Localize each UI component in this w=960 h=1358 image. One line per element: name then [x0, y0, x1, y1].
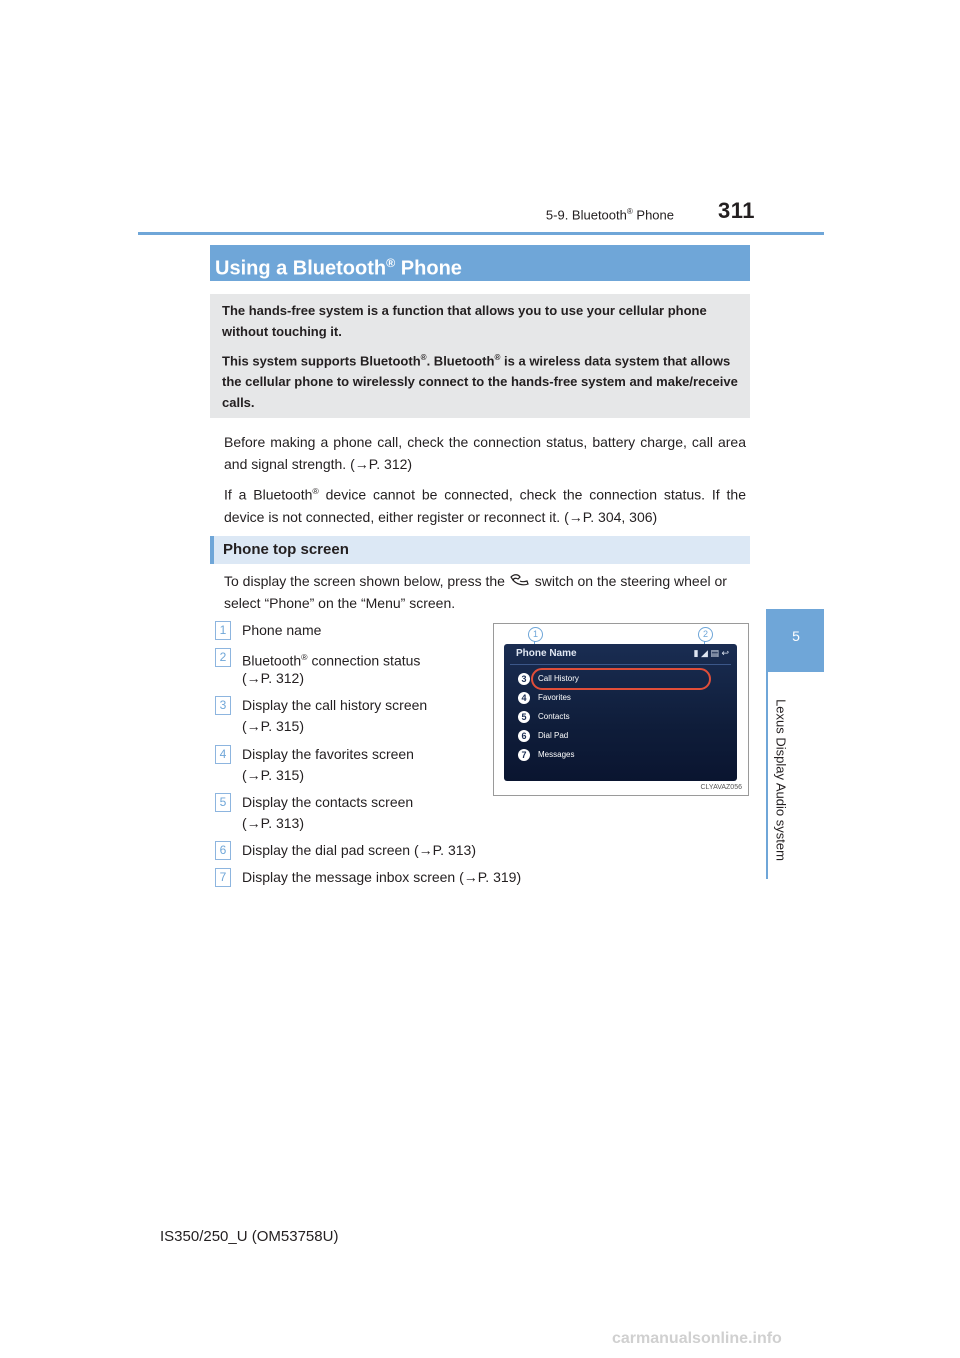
- section-header: 5-9. Bluetooth® Phone: [545, 207, 674, 223]
- subheading-phone-top-screen: Phone top screen: [210, 536, 750, 564]
- header-rule: [138, 232, 824, 235]
- instruction-paragraph: To display the screen shown below, press the switch on the steering wheel or select “Phone” on the “Menu” screen.: [224, 573, 727, 611]
- menu-item-contacts: 5 Contacts: [518, 709, 718, 725]
- page-number: 311: [718, 198, 755, 223]
- callout-2: 2: [698, 627, 713, 642]
- section-title: Using a Bluetooth® Phone: [210, 245, 750, 281]
- chapter-label: Lexus Display Audio system: [773, 699, 789, 861]
- list-number: 2: [215, 648, 231, 667]
- list-number: 5: [215, 793, 231, 812]
- divider: [510, 664, 731, 665]
- footer-model-code: IS350/250_U (OM53758U): [160, 1228, 339, 1245]
- list-number: 1: [215, 621, 231, 640]
- list-number: 7: [215, 868, 231, 887]
- menu-item-call-history: 3 Call History: [518, 671, 718, 687]
- watermark: carmanualsonline.info: [612, 1330, 782, 1347]
- phone-name-title: Phone Name: [516, 648, 577, 659]
- menu-item-dial-pad: 6 Dial Pad: [518, 728, 718, 744]
- intro-paragraph-1: The hands-free system is a function that allows you to use your cellular phone without touching it.: [222, 303, 707, 339]
- intro-box: [210, 294, 750, 418]
- chapter-rule: [766, 609, 768, 879]
- connection-status-icons: ▮ ◢ ▤ ↩: [693, 648, 729, 658]
- list-number: 3: [215, 696, 231, 715]
- menu-item-favorites: 4 Favorites: [518, 690, 718, 706]
- body-paragraph-1: Before making a phone call, check the connection status, battery charge, call area and signal strength. (→P. 312): [224, 434, 746, 472]
- phone-switch-icon: [509, 571, 531, 585]
- display-screen: [504, 644, 737, 781]
- callout-1: 1: [528, 627, 543, 642]
- chapter-tab: 5: [768, 609, 824, 672]
- list-number: 4: [215, 745, 231, 764]
- image-code: CLYAVAZ056: [700, 784, 742, 791]
- body-paragraph-2: If a Bluetooth® device cannot be connected, check the connection status. If the device is not connected, either register or reconnect it. (→P. 304, 306): [224, 486, 746, 525]
- list-number: 6: [215, 841, 231, 860]
- phone-screen-illustration: [493, 623, 749, 796]
- intro-paragraph-2: This system supports Bluetooth®. Bluetooth® is a wireless data system that allows the cellular phone to wirelessly connect to the hands-free system and make/receive calls.: [222, 353, 738, 411]
- menu-item-messages: 7 Messages: [518, 747, 718, 763]
